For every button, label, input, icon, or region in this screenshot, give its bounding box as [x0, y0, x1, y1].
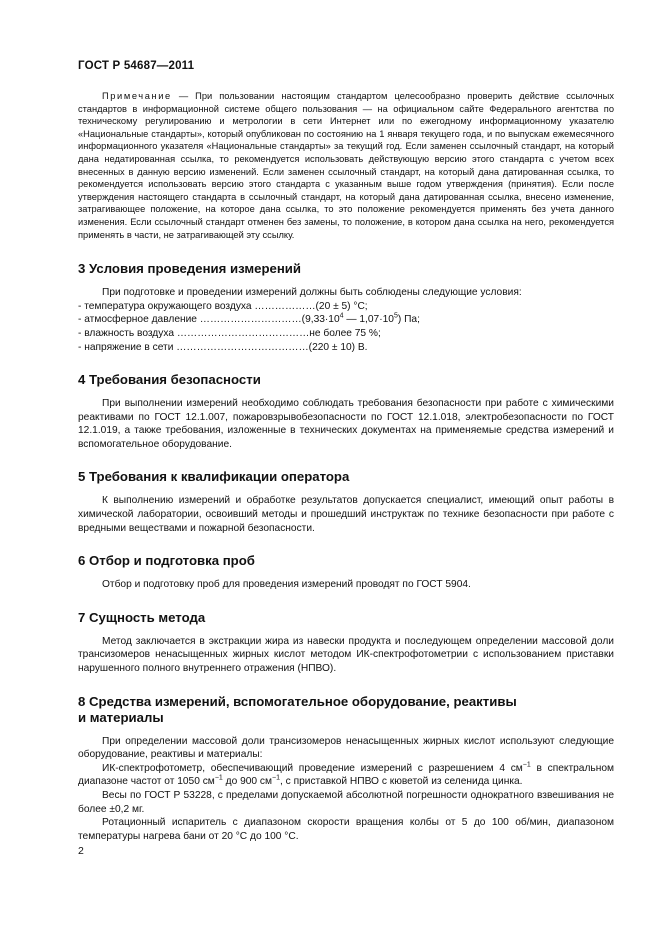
document-code-header: ГОСТ Р 54687—2011	[78, 60, 195, 72]
section-4-text: При выполнении измерений необходимо соблюдать требования безопасности при работе с химическими реактивами по ГОСТ 12.1.007, пожаровзрывобезопасности по ГОСТ 12.1.018, электробезопасности по ГОСТ 12.1.019, а также требования, изложенные в технических документах на применяемые средства измерений и вспомогательное оборудование.	[78, 398, 614, 450]
section-7-title: 7 Сущность метода	[78, 609, 206, 625]
pressure-part-2: — 1,07·10	[343, 314, 394, 326]
section-8-para-4: Ротационный испаритель с диапазоном скорости вращения колбы от 5 до 100 об/мин, диапазоном температуры нагрева бани от 20 °С до 100 °С.	[78, 817, 614, 842]
pressure-part-1: - атмосферное давление …………………………(9,33·10	[78, 314, 340, 326]
section-8-title-line-2: и материалы	[78, 709, 164, 725]
section-3-intro: При подготовке и проведении измерений должны быть соблюдены следующие условия:	[102, 287, 522, 299]
section-6-text: Отбор и подготовку проб для проведения измерений проводят по ГОСТ 5904.	[102, 579, 471, 591]
section-7-text: Метод заключается в экстракции жира из навески продукта и последующем определении массовой доли трансизомеров ненасыщенных жирных кислот методом ИК-спектрофотометрии с использованием приставки нарушенного полного внутреннего отражения (НПВО).	[78, 635, 614, 675]
condition-pressure	[78, 313, 614, 327]
section-8-para-3: Весы по ГОСТ Р 53228, с пределами допускаемой абсолютной погрешности однократного взвешивания не более ±0,2 мг.	[78, 790, 614, 815]
pressure-part-3: ) Па;	[397, 314, 420, 326]
spectro-exponent-2: −1	[214, 775, 223, 783]
spectro-exponent-1: −1	[522, 761, 531, 769]
spectro-part-2: в спектральном диапазоне частот от 1050 см	[78, 762, 615, 788]
section-8-title-line-1: 8 Средства измерений, вспомогательное оборудование, реактивы	[78, 693, 517, 709]
pressure-exponent-1: 4	[339, 312, 344, 320]
spectro-exponent-3: −1	[272, 775, 280, 783]
condition-humidity: - влажность воздуха …………………………………не более 75 %;	[78, 327, 381, 339]
section-5-text: К выполнению измерений и обработке результатов допускается специалист, имеющий опыт работы в химической лаборатории, освоивший методы и прошедший инструктаж по технике безопасности при работе с вредными веществами и пожарной безопасности.	[78, 495, 614, 534]
spectro-part-4: , с приставкой НПВО с кюветой из селенида цинка.	[279, 776, 523, 788]
section-3-title: 3 Условия проведения измерений	[78, 261, 302, 277]
condition-voltage: - напряжение в сети …………………………………(220 ± 10) В.	[78, 341, 368, 353]
section-6-title: 6 Отбор и подготовка проб	[78, 553, 255, 569]
note-text: — При пользовании настоящим стандартом целесообразно проверить действие ссылочных стандартов в информационной системе общего пользования — на официальном сайте Федерального агентства по техническому регулированию и метрологии в сети Интернет или по ежегодному информационному указателю «Национальные стандарты», который опубликован по состоянию на 1 января текущего года, и по выпускам ежемесячного информационного указателя «Национальные стандарты» за текущий год. Если заменен ссылочный стандарт, на который дана недатированная ссылка, то рекомендуется использовать действующую версию этого стандарта с учетом всех внесенных в данную версию изменений. Если заменен ссылочный стандарт, на который дана датированная ссылка, то рекомендуется использовать версию этого стандарта с указанным выше годом утверждения (принятия). Если после утверждения настоящего стандарта в ссылочный стандарт, на который дана датированная ссылка, внесено изменение, затрагивающее положение, на которое дана ссылка, то это положение рекомендуется применять без учета данного изменения. Если ссылочный стандарт отменен без замены, то положение, в котором дана ссылка на него, рекомендуется применять в части, не затрагивающей эту ссылку.	[78, 91, 614, 240]
pressure-exponent-2: 5	[393, 312, 398, 320]
page-number: 2	[78, 845, 84, 857]
condition-temperature: - температура окружающего воздуха ………………(20 ± 5) °С;	[78, 300, 368, 312]
document-body	[78, 90, 614, 843]
section-5-title: 5 Требования к квалификации оператора	[78, 469, 350, 485]
section-4-title: 4 Требования безопасности	[78, 372, 261, 388]
spectro-part-1: ИК-спектрофотометр, обеспечивающий проведение измерений с разрешением 4 см	[102, 762, 523, 774]
section-8-para-2	[78, 762, 614, 789]
note-label: Примечание	[102, 91, 172, 101]
section-8-para-1: При определении массовой доли трансизомеров ненасыщенных жирных кислот используют следующие оборудование, реактивы и материалы:	[78, 735, 614, 761]
spectro-part-3: до 900 см	[222, 776, 272, 788]
reference-note	[78, 90, 614, 241]
